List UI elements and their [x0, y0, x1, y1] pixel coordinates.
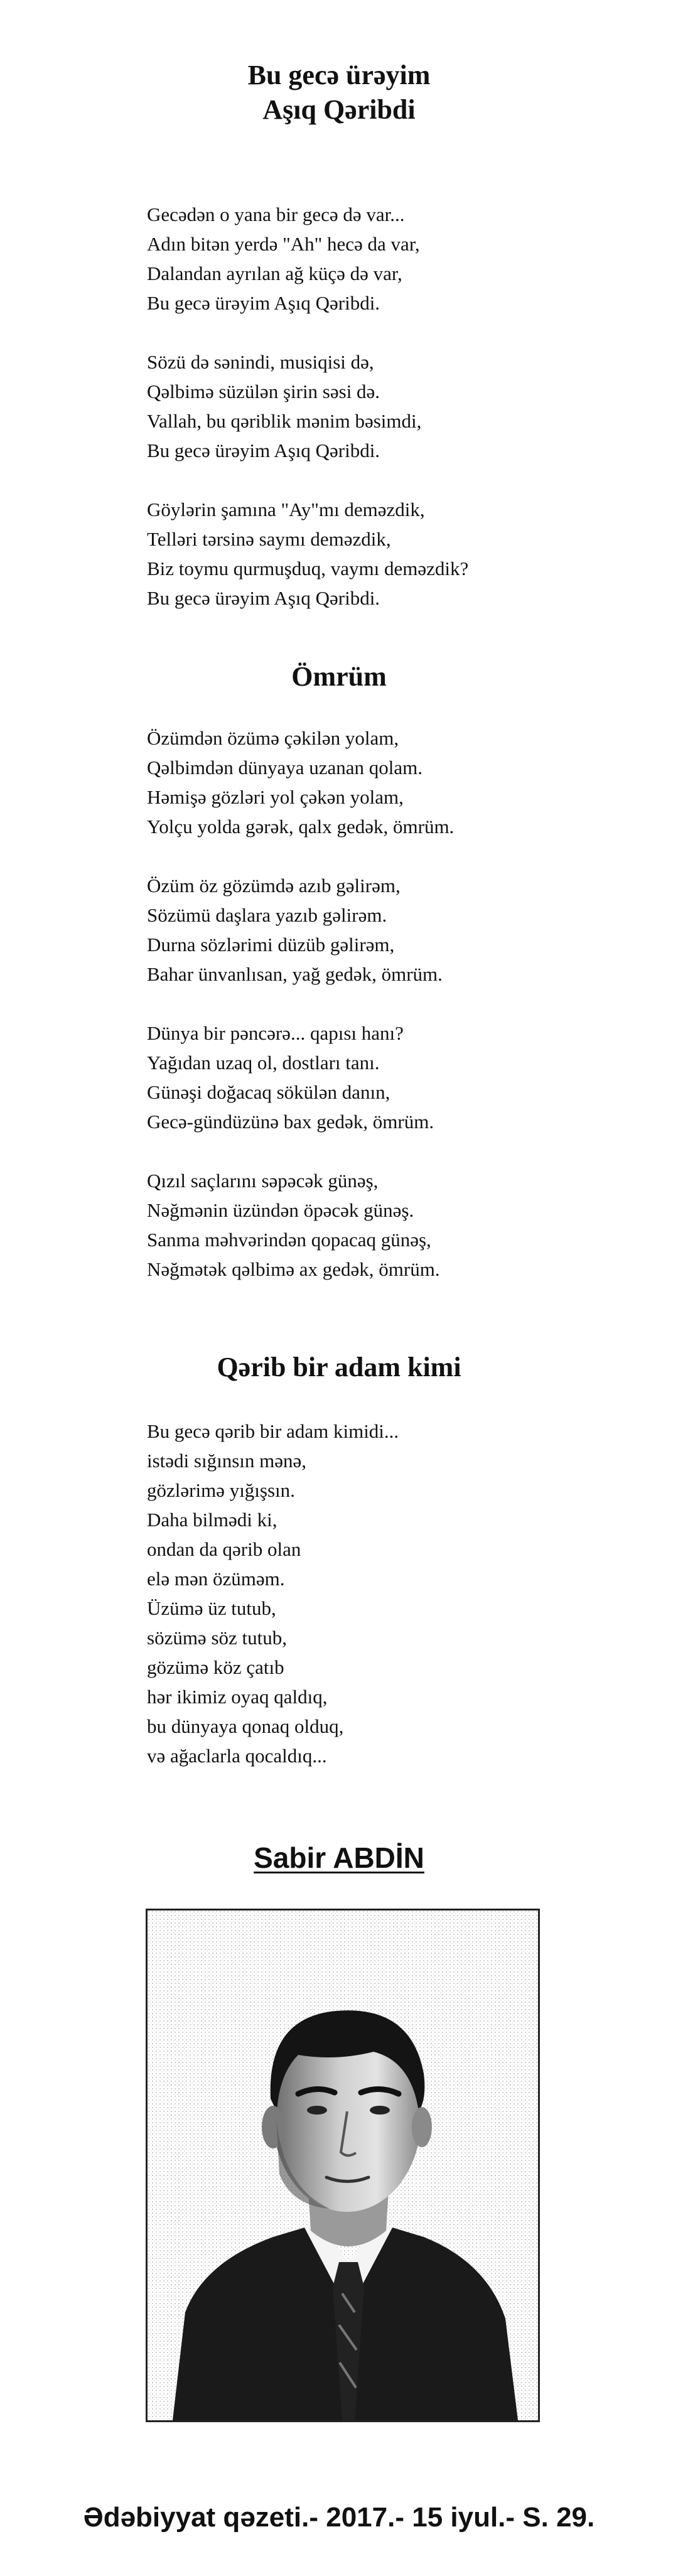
verse-line: və ağaclarla qocaldıq...	[147, 1745, 327, 1767]
poem-2-stanza-4	[147, 1166, 454, 1284]
poem-3-body	[147, 1416, 399, 1770]
verse-line: gözümə köz çatıb	[147, 1656, 284, 1678]
verse-line: Özüm öz gözümdə azıb gəlirəm,	[147, 875, 401, 897]
verse-line: Həmişə gözləri yol çəkən yolam,	[147, 786, 404, 808]
author-name-text: Sabir ABDİN	[254, 1841, 424, 1874]
verse-line: Daha bilmədi ki,	[147, 1509, 277, 1531]
verse-line: Dünya bir pəncərə... qapısı hanı?	[147, 1022, 404, 1044]
poem-3-title	[0, 1350, 678, 1384]
verse-line: Gecə-gündüzünə bax gedək, ömrüm.	[147, 1111, 434, 1133]
right-eye	[370, 2106, 390, 2115]
verse-line: Yağıdan uzaq ol, dostları tanı.	[147, 1052, 380, 1074]
left-eye	[307, 2106, 327, 2115]
verse-line: Göylərin şamına "Ay"mı deməzdik,	[147, 498, 425, 520]
verse-line: Bu gecə ürəyim Aşıq Qəribdi.	[147, 292, 380, 314]
verse-line: Qızıl saçlarını səpəcək günəş,	[147, 1170, 379, 1192]
author-portrait	[146, 1909, 540, 2422]
poem-2-title-line-1: Ömrüm	[291, 661, 387, 692]
verse-line: hər ikimiz oyaq qaldıq,	[147, 1686, 328, 1708]
poem-1-title	[0, 58, 678, 127]
poem-1-stanza-1	[147, 200, 468, 318]
poem-2-stanza-1	[147, 723, 454, 841]
poem-2-stanza-3	[147, 1018, 454, 1136]
verse-line: Sözü də sənindi, musiqisi də,	[147, 351, 374, 373]
poem-1-body	[147, 200, 468, 613]
poem-1-stanza-3	[147, 495, 468, 613]
verse-line: Durna sözlərimi düzüb gəlirəm,	[147, 934, 395, 956]
poem-1-title-line-1: Bu gecə ürəyim	[247, 60, 431, 90]
verse-line: Sanma məhvərindən qopacaq günəş,	[147, 1229, 431, 1251]
right-ear	[412, 2107, 432, 2147]
verse-line: Qəlbimdən dünyaya uzanan qolam.	[147, 757, 423, 779]
verse-line: Üzümə üz tutub,	[147, 1597, 276, 1619]
verse-line: Bahar ünvanlısan, yağ gedək, ömrüm.	[147, 963, 443, 985]
verse-line: bu dünyaya qonaq olduq,	[147, 1715, 344, 1737]
verse-line: Nəğmənin üzündən öpəcək günəş.	[147, 1199, 414, 1221]
verse-line: Qəlbimə süzülən şirin səsi də.	[147, 380, 380, 402]
verse-line: elə mən özüməm.	[147, 1568, 285, 1590]
verse-line: Dalandan ayrılan ağ küçə də var,	[147, 262, 402, 284]
verse-line: Gecədən o yana bir gecə də var...	[147, 203, 405, 225]
poem-3-stanza-1	[147, 1416, 399, 1770]
verse-line: Vallah, bu qəriblik mənim bəsimdi,	[147, 410, 422, 432]
poem-2-stanza-2	[147, 871, 454, 989]
verse-line: Telləri tərsinə saymı deməzdik,	[147, 528, 391, 550]
verse-line: Adın bitən yerdə "Ah" hecə da var,	[147, 233, 420, 255]
poem-1-title-line-2: Aşıq Qəribdi	[262, 94, 416, 125]
verse-line: gözlərimə yığışsın.	[147, 1479, 295, 1501]
poem-2-title	[0, 659, 678, 694]
verse-line: Biz toymu qurmuşduq, vaymı deməzdik?	[147, 558, 469, 579]
verse-line: ondan da qərib olan	[147, 1538, 301, 1560]
verse-line: Sözümü daşlara yazıb gəlirəm.	[147, 904, 387, 926]
verse-line: Yolçu yolda gərək, qalx gedək, ömrüm.	[147, 816, 455, 838]
verse-line: istədi sığınsın mənə,	[147, 1450, 307, 1472]
author-name	[0, 1841, 678, 1875]
portrait-image	[148, 1910, 538, 2420]
verse-line: Bu gecə qərib bir adam kimidi...	[147, 1420, 399, 1442]
verse-line: Nəğmətək qəlbimə ax gedək, ömrüm.	[147, 1258, 440, 1280]
poem-2-body	[147, 723, 454, 1284]
left-ear	[262, 2106, 284, 2148]
verse-line: Özümdən özümə çəkilən yolam,	[147, 727, 399, 749]
source-citation: Ədəbiyyat qəzeti.- 2017.- 15 iyul.- S. 29.	[83, 2502, 595, 2533]
verse-line: Günəşi doğacaq sökülən danın,	[147, 1081, 390, 1103]
verse-line: Bu gecə ürəyim Aşıq Qəribdi.	[147, 439, 380, 461]
verse-line: Bu gecə ürəyim Aşıq Qəribdi.	[147, 587, 380, 609]
verse-line: sözümə söz tutub,	[147, 1627, 287, 1649]
poem-3-title-line-1: Qərib bir adam kimi	[217, 1352, 461, 1382]
poem-1-stanza-2	[147, 347, 468, 465]
